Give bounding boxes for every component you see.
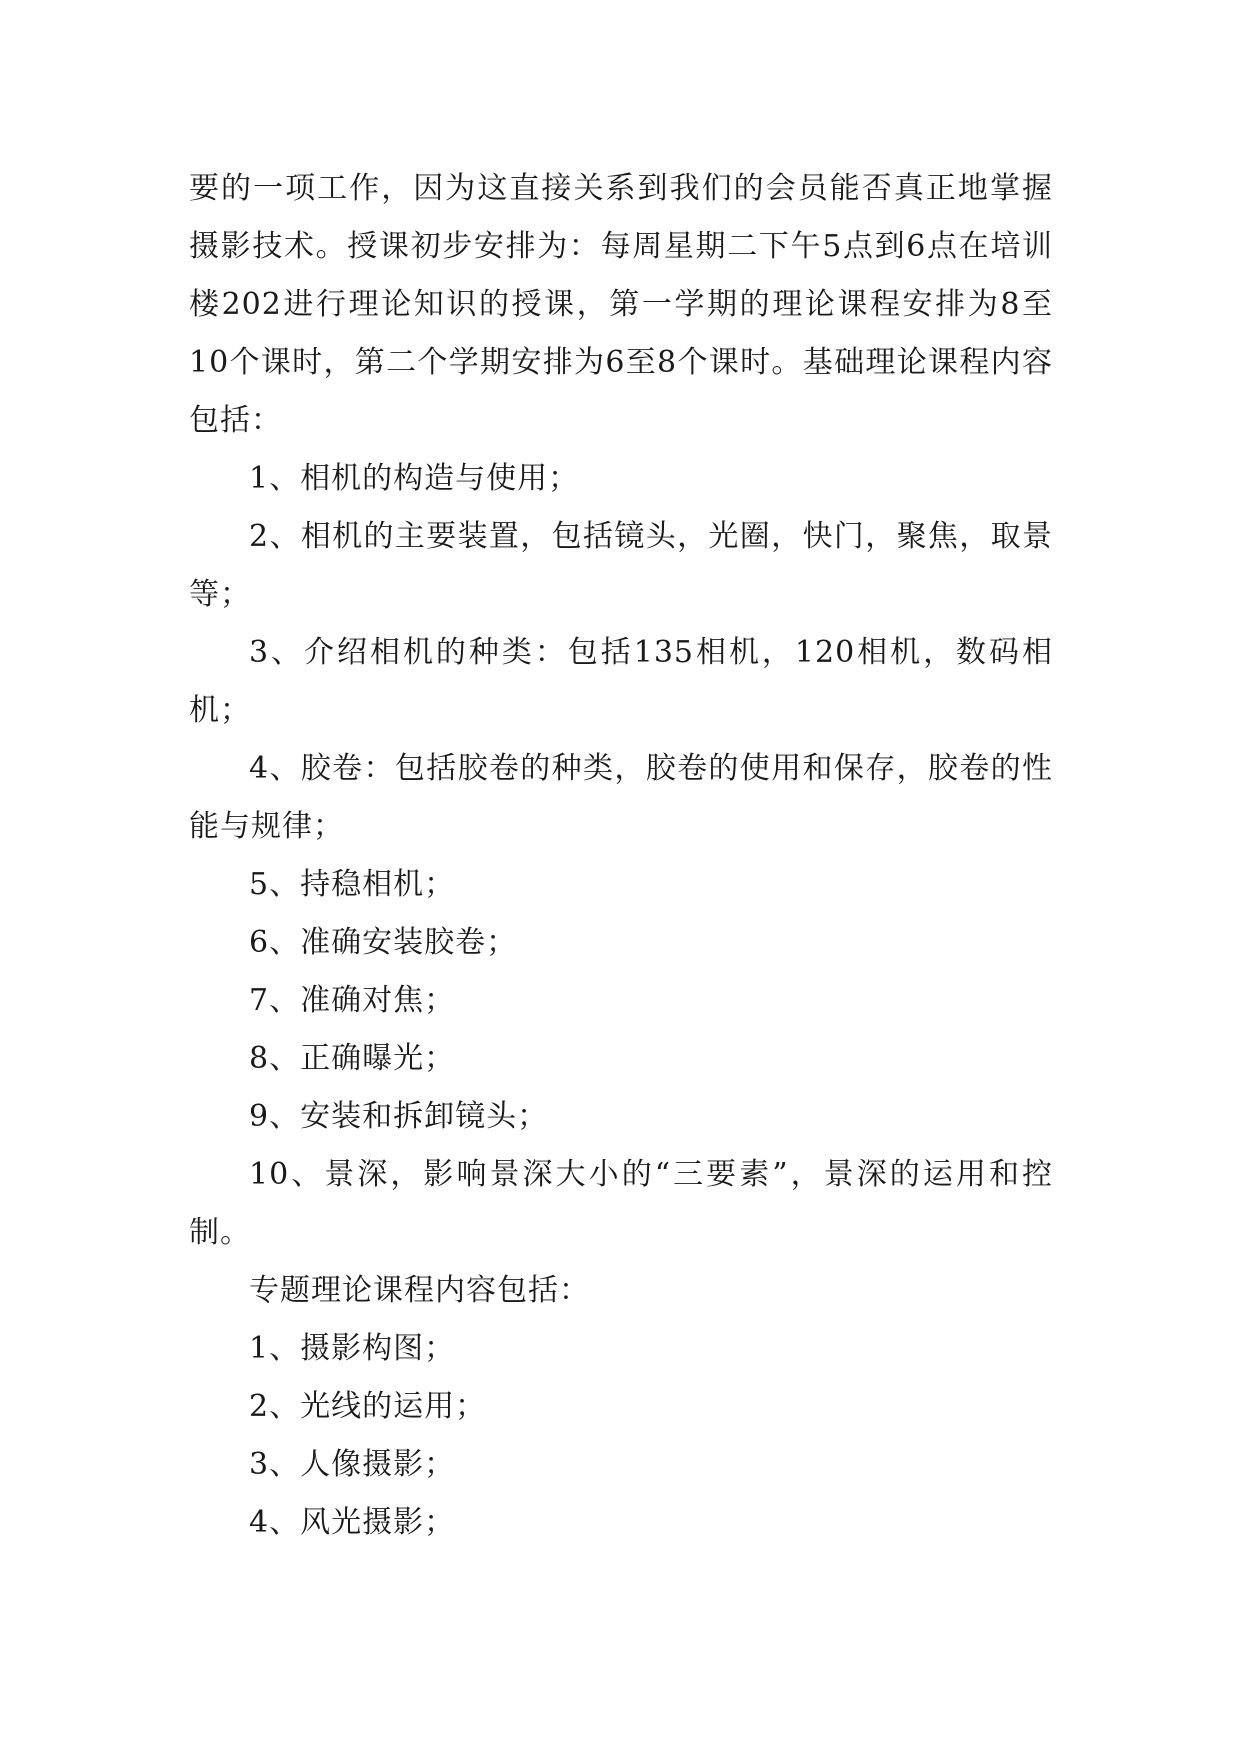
list-item: 2、相机的主要装置，包括镜头，光圈，快门，聚焦，取景等； bbox=[189, 519, 1053, 612]
list-item: 4、风光摄影； bbox=[249, 1505, 456, 1540]
list-item: 10、景深，影响景深大小的“三要素”，景深的运用和控制。 bbox=[189, 1157, 1053, 1250]
section-heading: 专题理论课程内容包括： bbox=[249, 1273, 590, 1308]
list-item: 5、持稳相机； bbox=[249, 867, 456, 902]
list-item: 4、胶卷：包括胶卷的种类，胶卷的使用和保存，胶卷的性能与规律； bbox=[189, 751, 1053, 844]
list-item: 6、准确安装胶卷； bbox=[249, 925, 518, 960]
document-body bbox=[189, 160, 1053, 1552]
list-item: 7、准确对焦； bbox=[249, 983, 456, 1018]
intro-paragraph: 要的一项工作，因为这直接关系到我们的会员能否真正地掌握摄影技术。授课初步安排为：每周星期二下午5点到6点在培训楼202进行理论知识的授课，第一学期的理论课程安排为8至10个课时，第二个学期安排为6至8个课时。基础理论课程内容包括： bbox=[189, 171, 1053, 438]
list-item: 8、正确曝光； bbox=[249, 1041, 456, 1076]
list-item: 1、摄影构图； bbox=[249, 1331, 456, 1366]
list-item: 3、人像摄影； bbox=[249, 1447, 456, 1482]
list-item: 9、安装和拆卸镜头； bbox=[249, 1099, 549, 1134]
list-item: 3、介绍相机的种类：包括135相机，120相机，数码相机； bbox=[189, 635, 1053, 728]
list-item: 1、相机的构造与使用； bbox=[249, 461, 580, 496]
list-item: 2、光线的运用； bbox=[249, 1389, 487, 1424]
